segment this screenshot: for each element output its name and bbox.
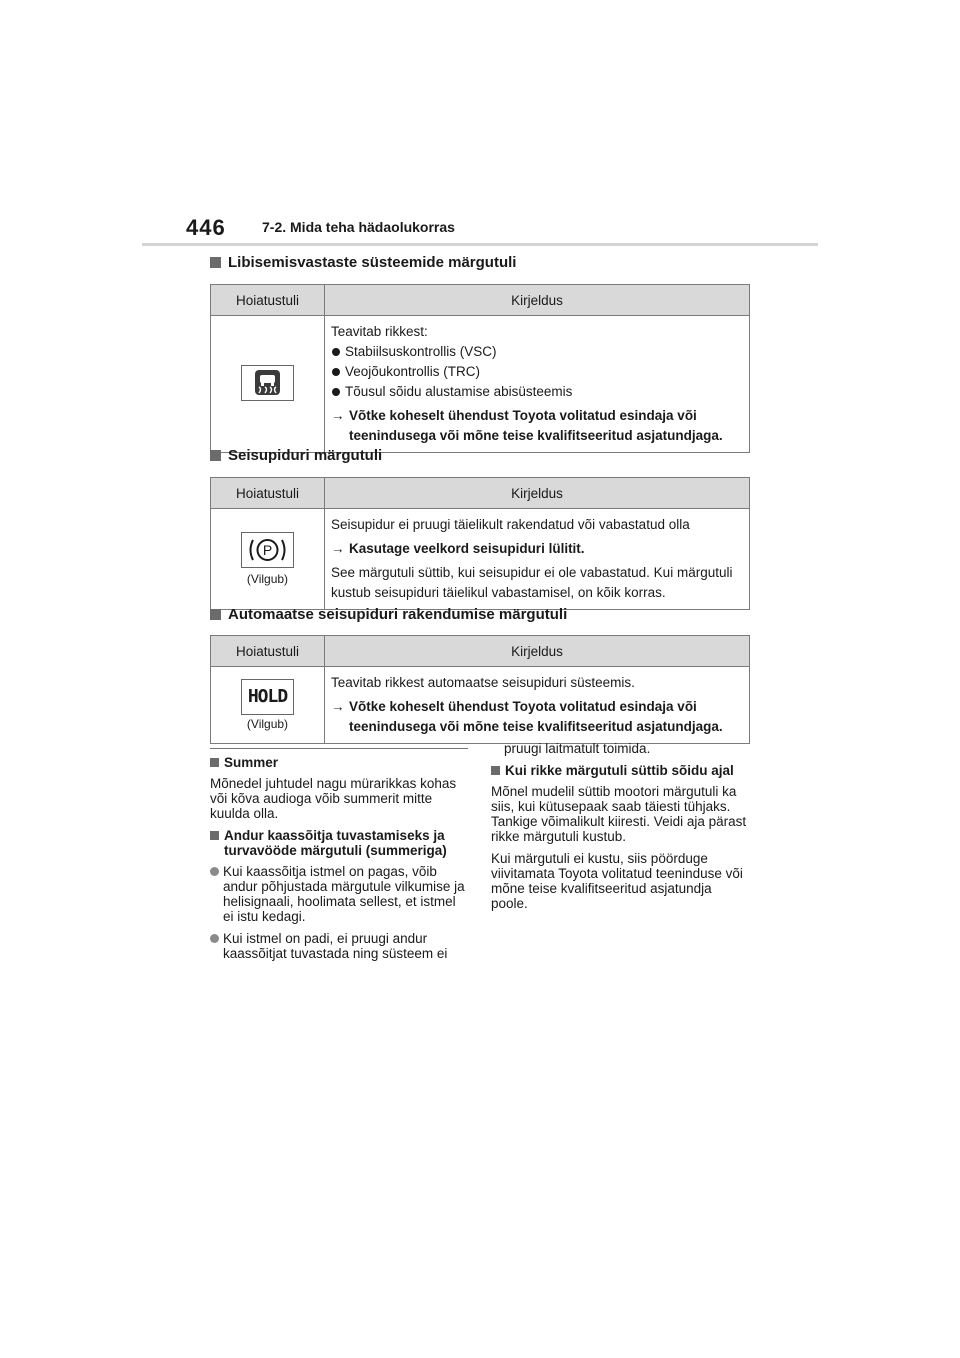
square-bullet-icon: [210, 831, 219, 840]
heading-text: Seisupiduri märgutuli: [228, 447, 383, 464]
list-item: Kui kaassõitja istmel on pagas, võib andur põhjustada märgutule vilkumise ja helisignaali, hoolimata sellest, et istmel ei istu kedagi.: [210, 864, 468, 924]
description-cell: [325, 316, 750, 453]
desc-intro: Teavitab rikkest:: [331, 324, 428, 339]
icon-cell: [211, 316, 325, 453]
col-header-icon: Hoiatustuli: [211, 478, 325, 509]
note-text: Kui märgutuli ei kustu, siis pöörduge viivitamata Toyota volitatud teeninduse või mõne teise kvalifitseeritud asjatundja poole.: [491, 851, 743, 911]
icon-cell: [211, 509, 325, 610]
notes-divider: [210, 748, 468, 749]
notes-right-column: [491, 741, 750, 918]
col-header-desc: Kirjeldus: [325, 478, 750, 509]
square-bullet-icon: [210, 609, 221, 620]
description-cell: [325, 509, 750, 610]
desc-intro: Teavitab rikkest automaatse seisupiduri süsteemis.: [331, 675, 635, 690]
blink-label: (Vilgub): [246, 572, 289, 586]
auto-hold-table: [210, 635, 750, 744]
note-heading: Summer: [210, 755, 468, 770]
square-bullet-icon: [491, 766, 500, 775]
col-header-desc: Kirjeldus: [325, 285, 750, 316]
parking-brake-icon: [241, 532, 294, 568]
square-bullet-icon: [210, 450, 221, 461]
heading-auto-hold: [210, 606, 567, 623]
list-item: Stabiilsuskontrollis (VSC): [331, 342, 743, 362]
chapter-title: 7-2. Mida teha hädaolukorras: [262, 219, 455, 235]
svg-text:P: P: [262, 542, 273, 558]
note-heading: Andur kaassõitja tuvastamiseks ja turvavööde märgutuli (summeriga): [210, 828, 468, 858]
note-continuation: pruugi laitmatult toimida.: [504, 741, 651, 756]
heading-skid-warning: [210, 254, 516, 271]
description-cell: [325, 667, 750, 744]
heading-text: Automaatse seisupiduri rakendumise märgutuli: [228, 606, 568, 623]
list-item: Veojõukontrollis (TRC): [331, 362, 743, 382]
col-header-icon: Hoiatustuli: [211, 636, 325, 667]
circle-bullet-icon: [210, 934, 219, 943]
heading-text: Libisemisvastaste süsteemide märgutuli: [228, 254, 517, 271]
heading-parking-brake: [210, 447, 382, 464]
page-number: 446: [186, 215, 226, 240]
arrow-icon: →: [331, 699, 345, 714]
note-text: Mõnel mudelil süttib mootori märgutuli ka siis, kui kütusepaak saab täiesti tühjaks. Tankige võimalikult kiiresti. Veidi aja pärast rikke märgutuli kustub.: [491, 784, 747, 844]
icon-cell: [211, 667, 325, 744]
hold-icon: HOLD: [241, 679, 294, 715]
action-line: → Võtke koheselt ühendust Toyota volitatud esindaja või teenindusega või mõne teise kvalifitseeritud asjatundjaga.: [331, 406, 743, 446]
header-divider: [142, 243, 818, 246]
note-text: Mõnedel juhtudel nagu mürarikkas kohas või kõva audioga võib summerit mitte kuulda olla.: [210, 776, 457, 821]
col-header-icon: Hoiatustuli: [211, 285, 325, 316]
action-line: → Võtke koheselt ühendust Toyota volitatud esindaja või teenindusega või mõne teise kvalifitseeritud asjatundjaga.: [331, 697, 743, 737]
skid-warning-table: [210, 284, 750, 453]
parking-brake-table: [210, 477, 750, 610]
note-heading: Kui rikke märgutuli süttib sõidu ajal: [491, 763, 750, 778]
circle-bullet-icon: [210, 867, 219, 876]
notes-left-column: [210, 755, 468, 968]
arrow-icon: →: [331, 408, 345, 423]
square-bullet-icon: [210, 257, 221, 268]
list-item: Tõusul sõidu alustamise abisüsteemis: [331, 382, 743, 402]
arrow-icon: →: [331, 541, 345, 556]
blink-label: (Vilgub): [246, 717, 289, 731]
desc-intro: Seisupidur ei pruugi täielikult rakendatud või vabastatud olla: [331, 517, 690, 532]
col-header-desc: Kirjeldus: [325, 636, 750, 667]
desc-note: See märgutuli süttib, kui seisupidur ei ole vabastatud. Kui märgutuli kustub seisupiduri täielikul vabastamisel, on kõik korras.: [331, 565, 733, 600]
skid-warning-icon: [241, 365, 294, 401]
action-line: → Kasutage veelkord seisupiduri lülitit.: [331, 539, 743, 559]
square-bullet-icon: [210, 758, 219, 767]
list-item: Kui istmel on padi, ei pruugi andur kaassõitjat tuvastada ning süsteem ei: [210, 931, 468, 961]
